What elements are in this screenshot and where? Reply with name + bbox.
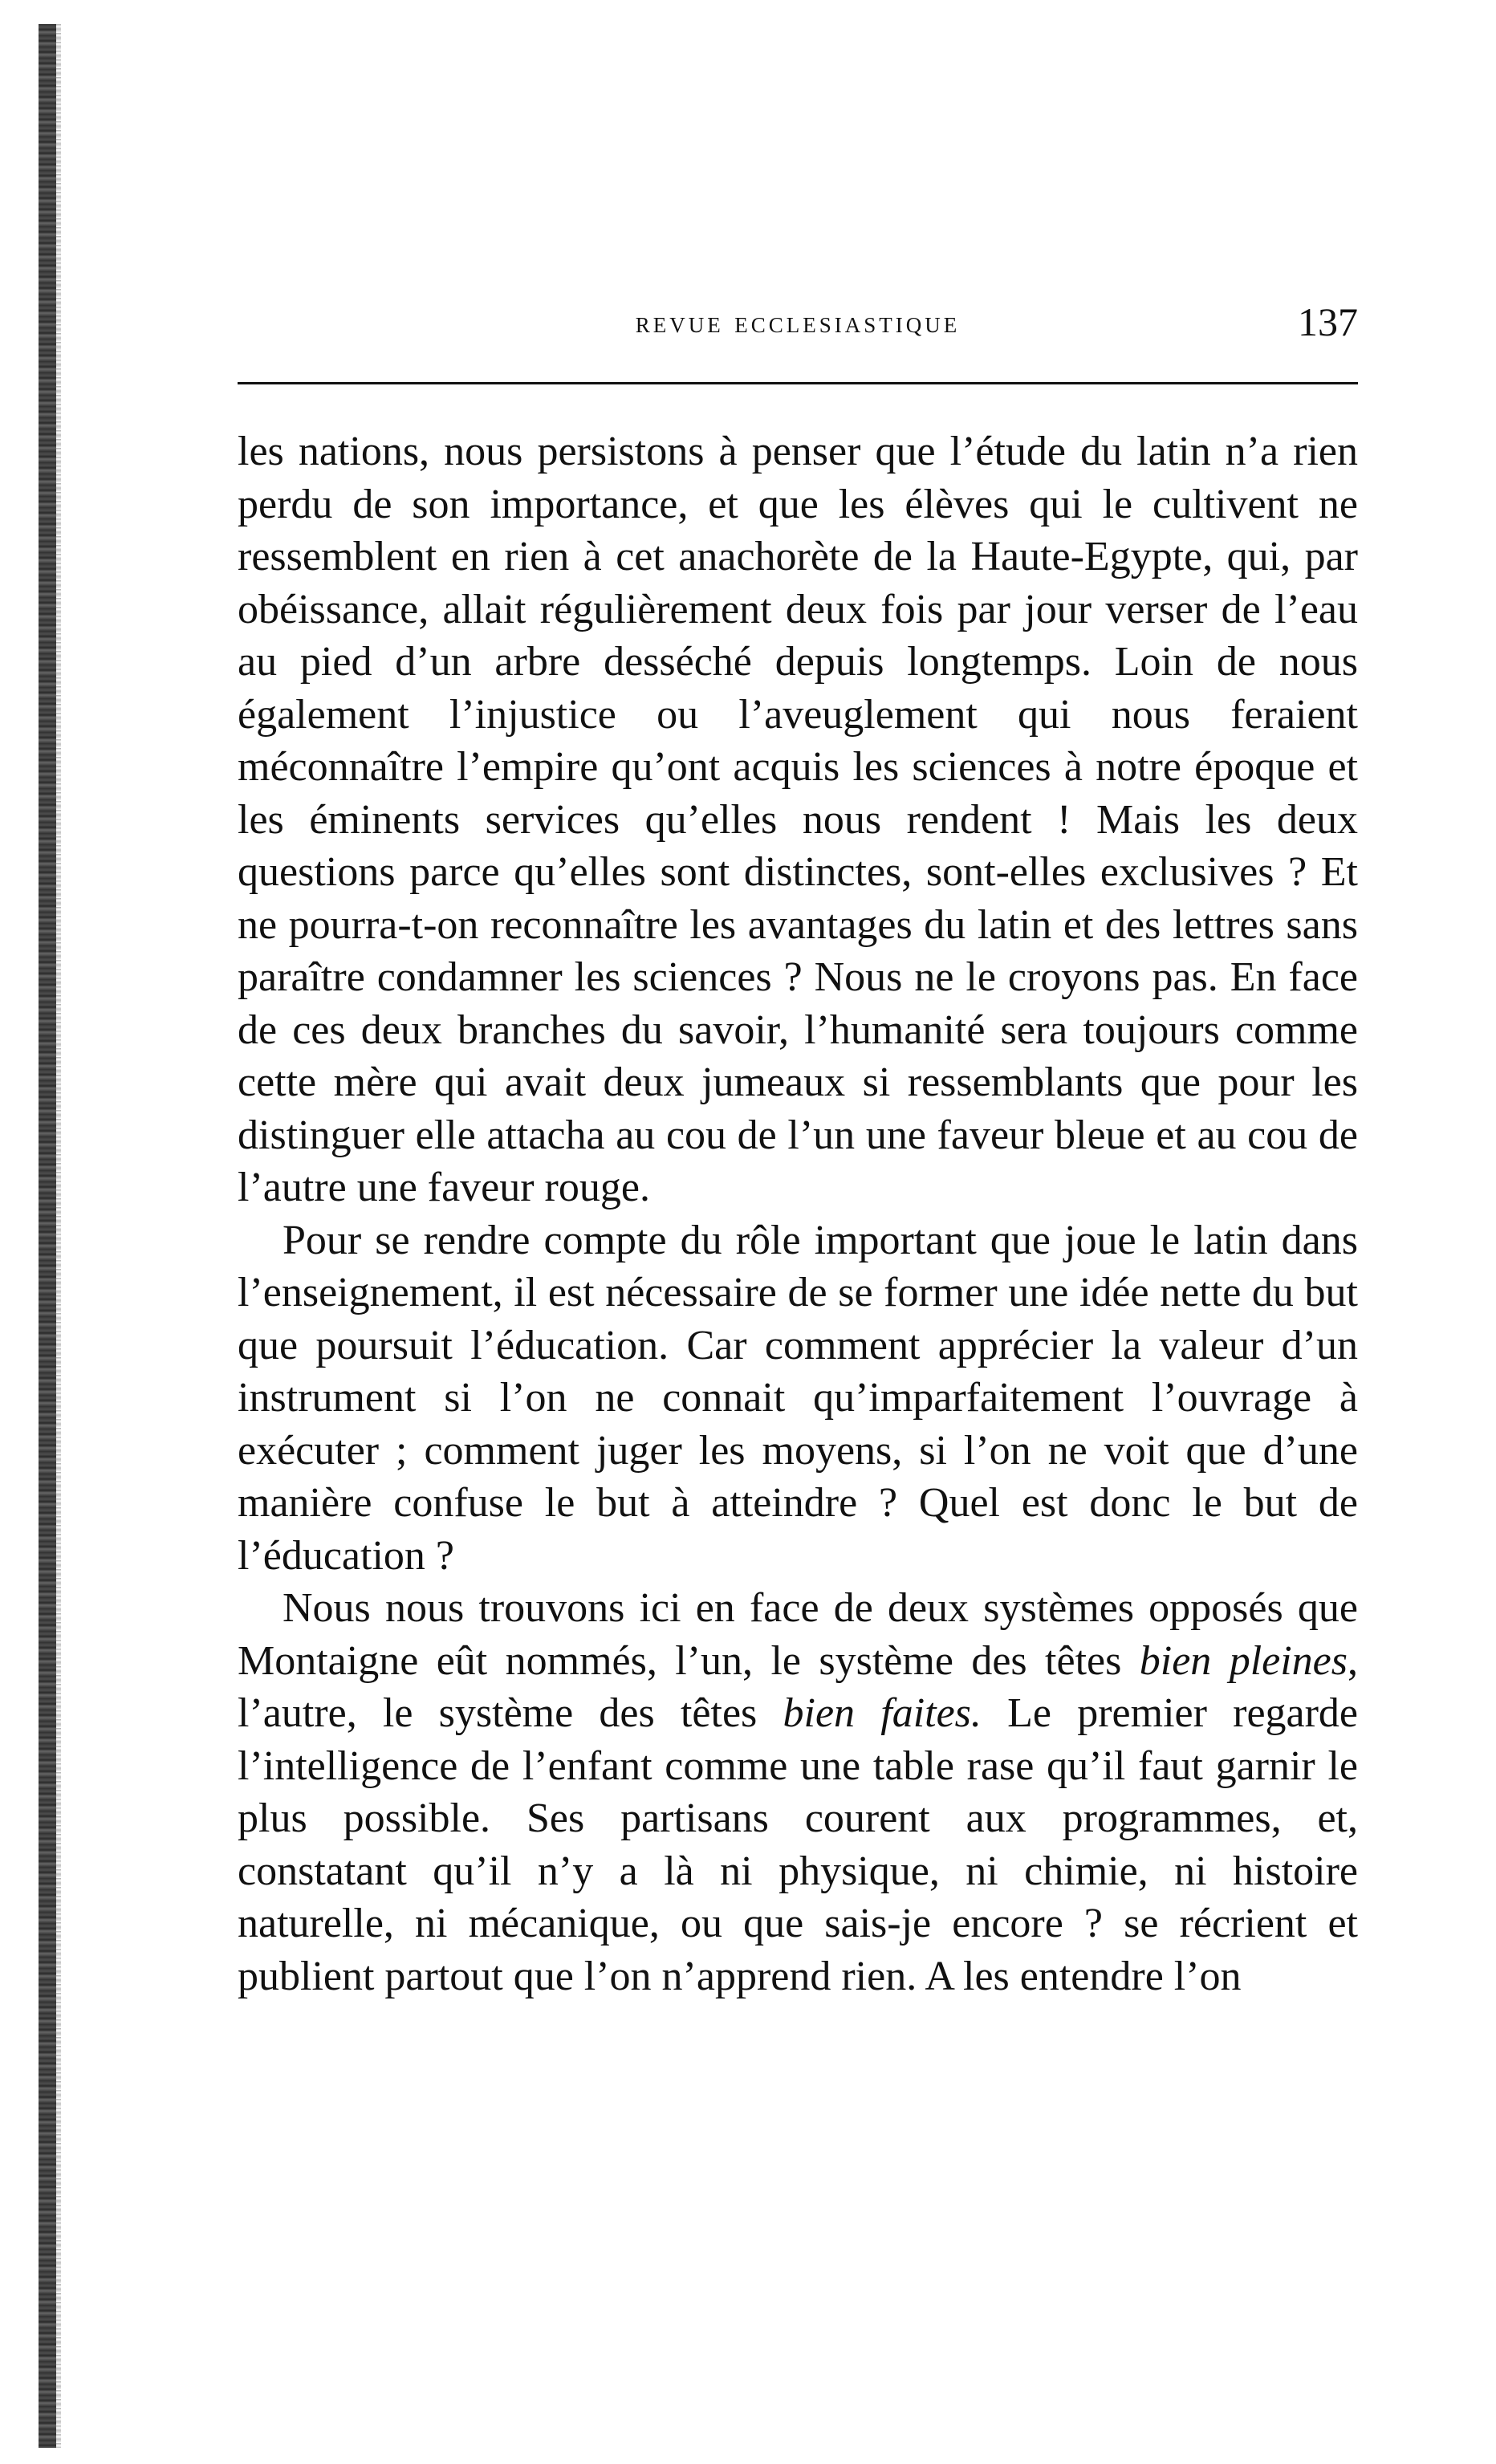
paragraph-2: Pour se rendre compte du rôle important que joue le latin dans l’enseignement, il est nécessaire de se former une idée nette du but que poursuit l’éducation. Car comment apprécier la valeur d’un instrument si l’on ne connait qu’imparfaitement l’ouvrage à exécuter ; comment juger les moyens, si l’on ne voit que d’une manière confuse le but à atteindre ? Quel est donc le but de l’éducation ? — [238, 1217, 1358, 1579]
page-number: 137 — [1298, 299, 1358, 344]
paragraph-3-text-c: Le premier regarde l’intelligence de l’enfant comme une table rase qu’il faut garnir le plus possible. Ses partisans courent aux programmes, et, constatant qu’il n’y a là ni physique, ni chimie, ni histoire naturelle, ni mécanique, ou que sais-je encore ? se récrient et publient partout que l’on n’apprend rien. A les entendre l’on — [238, 1690, 1359, 1999]
page-binding-shadow — [56, 24, 61, 2448]
paragraph-3 — [238, 1582, 1358, 2003]
paragraph-1: les nations, nous persistons à penser que l’étude du latin n’a rien perdu de son importance, et que les élèves qui le cultivent ne ressemblent en rien à cet anachorète de la Haute-Egypte, qui, par obéissance, allait régulièrement deux fois par jour verser de l’eau au pied d’un arbre desséché depuis longtemps. Loin de nous également l’injustice ou l’aveuglement qui nous feraient méconnaître l’empire qu’ont acquis les sciences à notre époque et les éminents services qu’elles nous rendent ! Mais les deux questions parce qu’elles sont distinctes, sont-elles exclusives ? Et ne pourra-t-on reconnaître les avantages du latin et des lettres sans paraître condamner les sciences ? Nous ne le croyons pas. En face de ces deux branches du savoir, l’humanité sera toujours comme cette mère qui avait deux jumeaux si ressemblants que pour les distinguer elle attacha au cou de l’un une faveur bleue et au cou de l’autre une faveur rouge. — [238, 429, 1358, 1210]
italic-bien-pleines: bien pleines — [1139, 1637, 1348, 1684]
italic-bien-faites: bien faites. — [783, 1690, 982, 1736]
page-header — [238, 299, 1358, 355]
paragraph-3-text-b: , l’autre, le système des têtes — [238, 1637, 1358, 1736]
body-text — [238, 425, 1358, 2003]
header-rule — [238, 382, 1358, 384]
page-binding-edge — [39, 24, 56, 2448]
running-title: revue ecclesiastique — [635, 306, 961, 340]
paragraph-3-text-a: Nous nous trouvons ici en face de deux systèmes opposés que Montaigne eût nommés, l’un, le système des têtes — [238, 1585, 1358, 1684]
